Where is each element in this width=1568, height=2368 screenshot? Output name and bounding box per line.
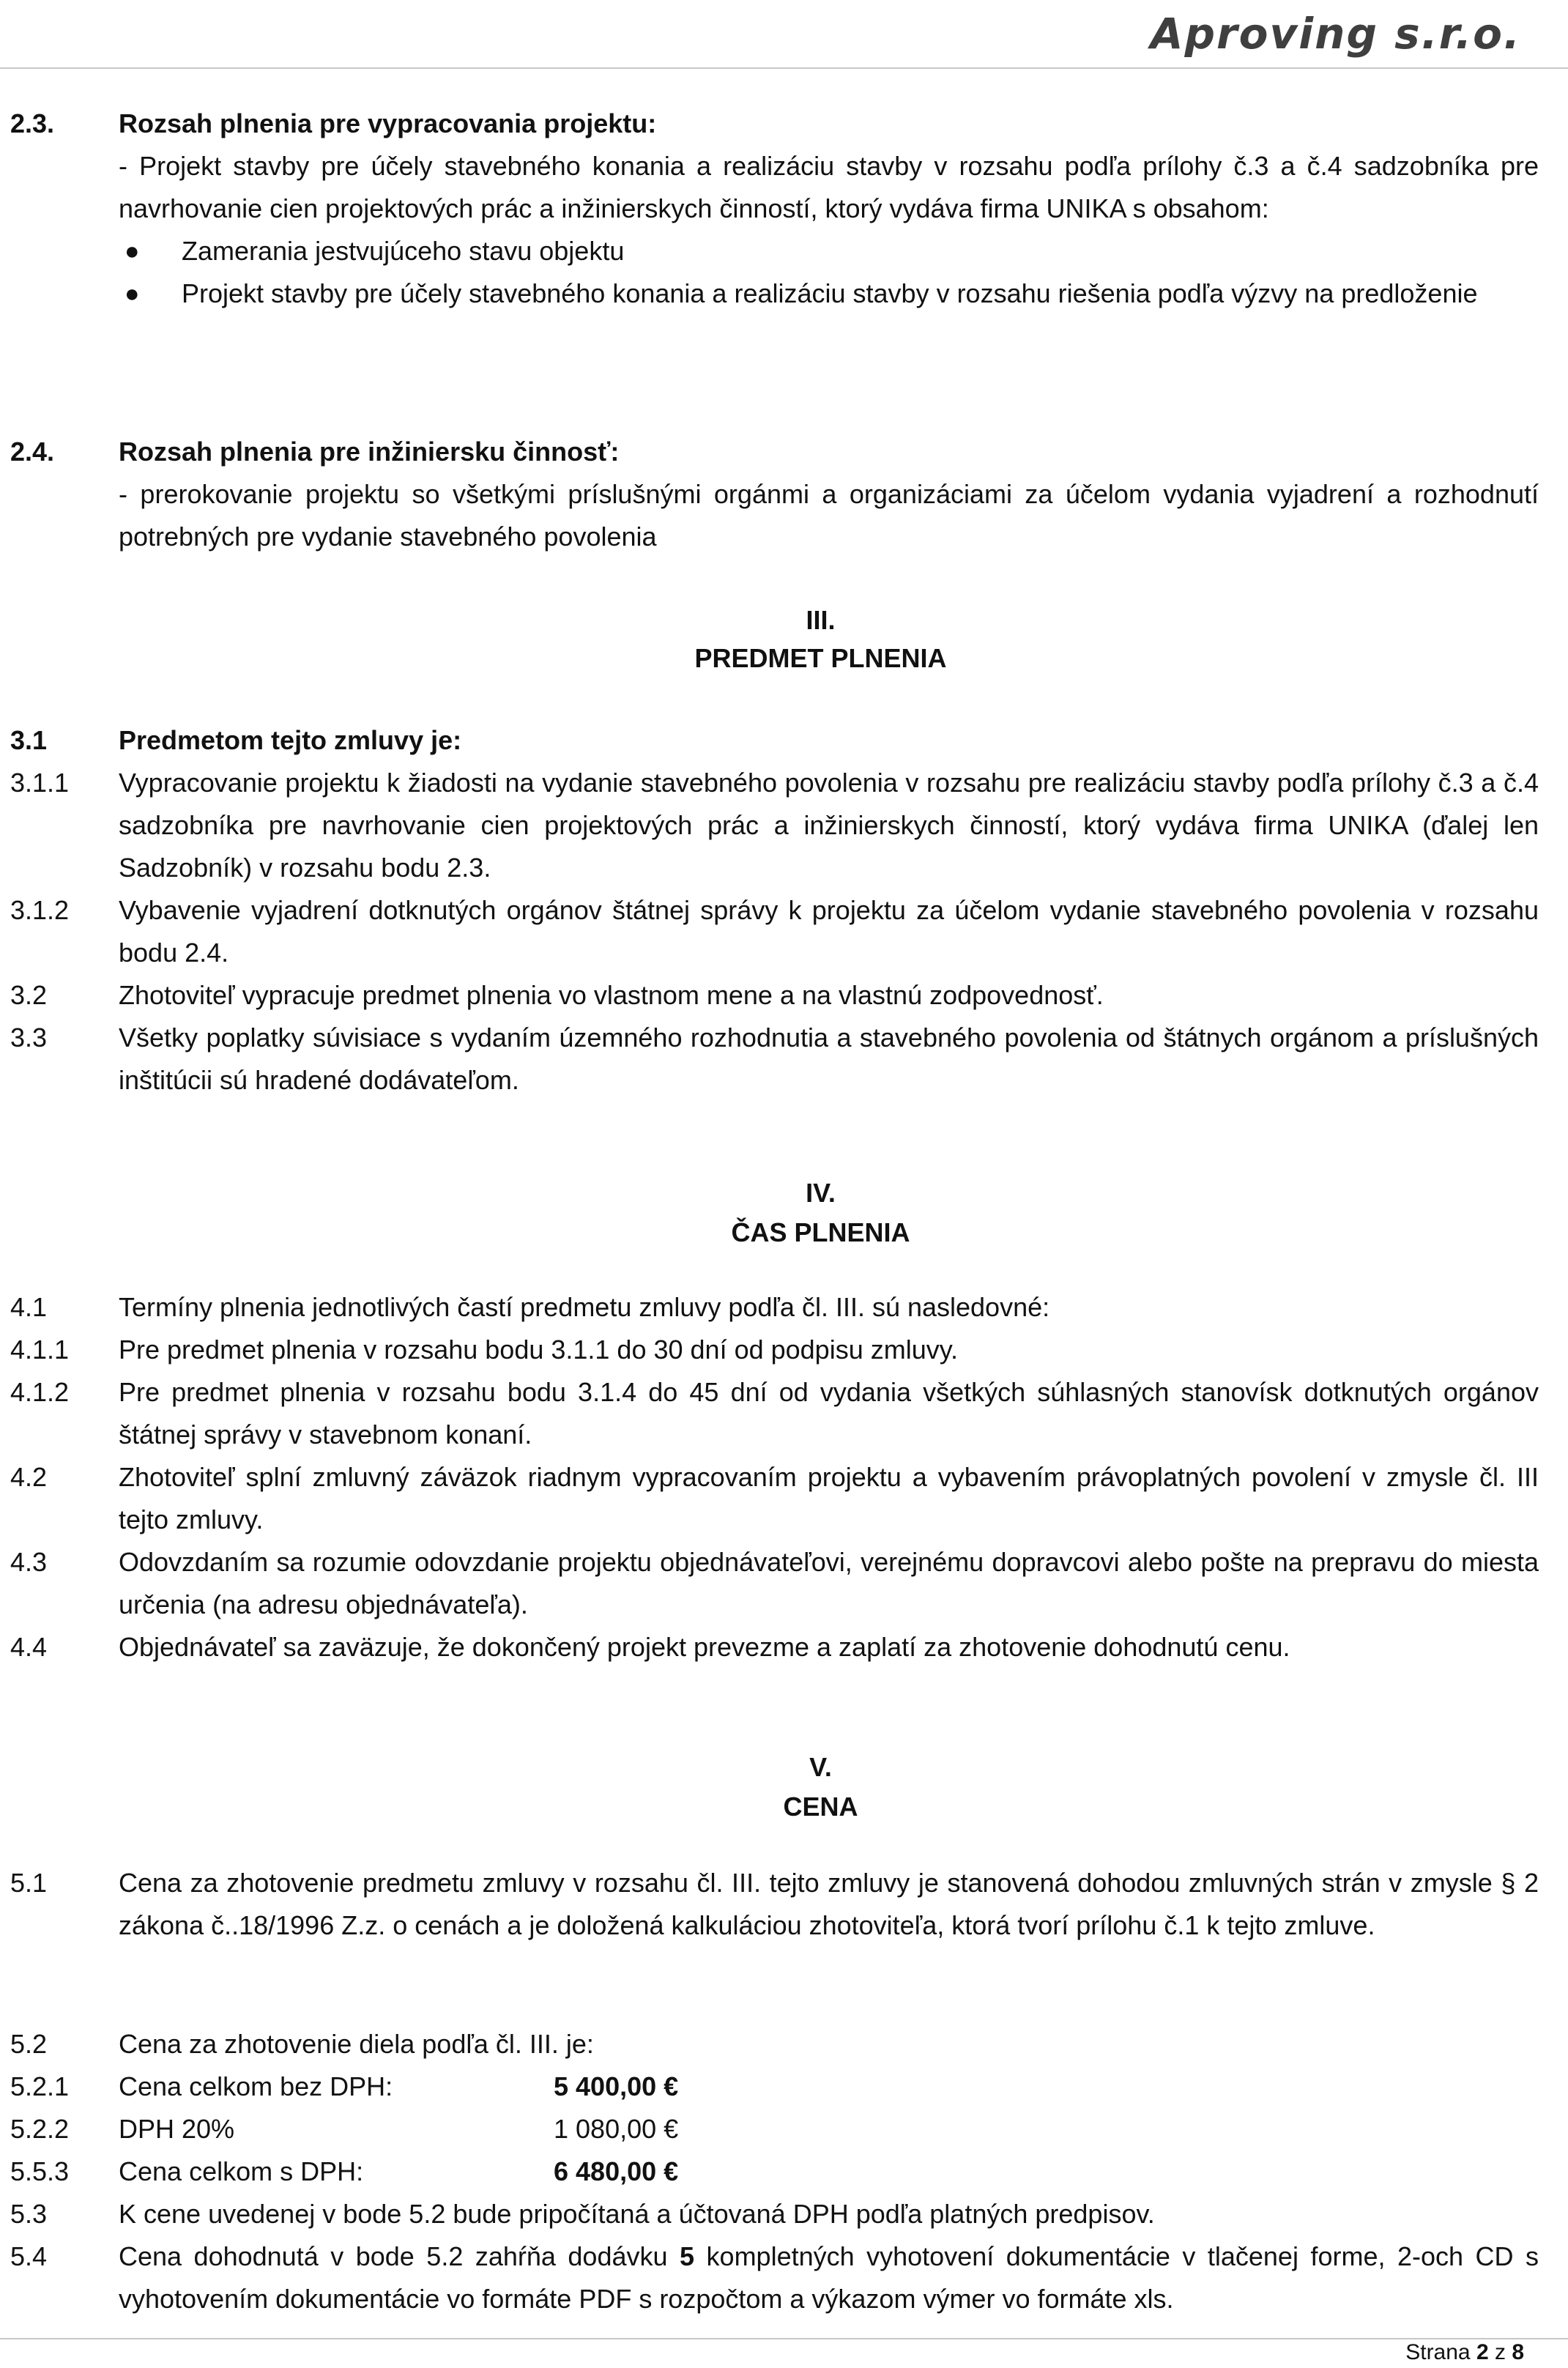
section-title: Rozsah plnenia pre vypracovania projektu:	[119, 108, 657, 138]
paragraph-text: Predmetom tejto zmluvy je:	[119, 725, 462, 755]
paragraph-text: Cena za zhotovenie predmetu zmluvy v rozsahu čl. III. tejto zmluvy je stanovená dohodou zmluvných strán v zmysle § 2 zákona č..18/1996 Z.z. o cenách a je doložená kalkuláciou zhotoviteľa, ktorá tvorí prílohu č.1 k tejto zmluve.	[119, 1868, 1539, 1940]
header-rule	[0, 67, 1568, 69]
price-table: 5.2 Cena za zhotovenie diela podľa čl. III. je: 5.2.1 Cena celkom bez DPH: 5 400,00 € 5.2.2 DPH 20% 1 080,00 € 5.5.3 Cena celkom s DPH: 6 480,00 € 5.3 K cene uvedenej v bode 5.2 bude pripočítaná a účtovaná DPH podľa platných predpisov. 5.4 Cena dohodnutá v bode 5.2 zahŕňa dodávku 5 kompletných vyhotovení dokumentácie v tlačenej forme, 2-och CD s vyhotovením dokumentácie vo formáte PDF s rozpočtom a výkazom výmer vo formáte xls.	[0, 2023, 1568, 2320]
paragraph-text: Pre predmet plnenia v rozsahu bodu 3.1.1 do 30 dní od podpisu zmluvy.	[119, 1335, 959, 1365]
paragraph-text: Odovzdaním sa rozumie odovzdanie projektu objednávateľovi, verejnému dopravcovi alebo pošte na prepravu do miesta určenia (na adresu objednávateľa).	[119, 1547, 1539, 1619]
price-value: 6 480,00 €	[554, 2156, 679, 2186]
company-logo: Aproving s.r.o.	[1150, 9, 1521, 59]
price-label: Cena celkom s DPH:	[119, 2156, 364, 2186]
section-text: - prerokovanie projektu so všetkými príslušnými orgánmi a organizáciami za účelom vydania vyjadrení a rozhodnutí potrebných pre vydanie stavebného povolenia	[119, 479, 1539, 552]
list-item: ● Zamerania jestvujúceho stavu objektu	[0, 230, 1568, 272]
page-number: Strana 2 z 8	[1405, 2340, 1524, 2364]
paragraph-text: Zhotoviteľ vypracuje predmet plnenia vo vlastnom mene a na vlastnú zodpovednosť.	[119, 980, 1104, 1010]
paragraph-text: K cene uvedenej v bode 5.2 bude pripočítaná a účtovaná DPH podľa platných predpisov.	[119, 2199, 1155, 2229]
paragraph-text: Vypracovanie projektu k žiadosti na vydanie stavebného povolenia v rozsahu pre realizáciu stavby podľa prílohy č.3 a č.4 sadzobníka pre navrhovanie cien projektových prác a inžinierskych činností, ktorý vydáva firma UNIKA (ďalej len Sadzobník) v rozsahu bodu 2.3.	[119, 768, 1539, 883]
footer-rule	[0, 2338, 1568, 2339]
section-2-3	[0, 103, 1568, 315]
article-number: III.	[806, 605, 836, 635]
paragraph-text: Zhotoviteľ splní zmluvný záväzok riadnym vypracovaním projektu a vybavením právoplatných povolení v zmysle čl. III tejto zmluvy.	[119, 1462, 1539, 1534]
section-title: Rozsah plnenia pre inžiniersku činnosť:	[119, 437, 620, 467]
price-row: 5.2.1 Cena celkom bez DPH: 5 400,00 €	[0, 2065, 1568, 2108]
paragraph-text: Objednávateľ sa zaväzuje, že dokončený projekt prevezme a zaplatí za zhotovenie dohodnutú cenu.	[119, 1632, 1290, 1662]
paragraph-text: Cena za zhotovenie diela podľa čl. III. je:	[119, 2029, 594, 2059]
article-heading: ČAS PLNENIA	[731, 1217, 910, 1247]
price-value: 5 400,00 €	[554, 2071, 679, 2101]
price-label: DPH 20%	[119, 2114, 235, 2144]
paragraph-text: Vybavenie vyjadrení dotknutých orgánov štátnej správy k projektu za účelom vydanie stavebného povolenia v rozsahu bodu 2.4.	[119, 895, 1539, 968]
list-item: ● Projekt stavby pre účely stavebného konania a realizáciu stavby v rozsahu riešenia podľa výzvy na predloženie	[0, 272, 1568, 315]
price-row: 5.2.2 DPH 20% 1 080,00 €	[0, 2108, 1568, 2150]
section-number: 2.3.	[10, 108, 55, 138]
bullet-icon: ●	[125, 280, 140, 308]
price-row: 5.5.3 Cena celkom s DPH: 6 480,00 €	[0, 2150, 1568, 2193]
paragraph-text: Všetky poplatky súvisiace s vydaním územného rozhodnutia a stavebného povolenia od štátnych orgánom a príslušných inštitúcii sú hradené dodávateľom.	[119, 1022, 1539, 1095]
paragraph-text: Cena dohodnutá v bode 5.2 zahŕňa dodávku 5 kompletných vyhotovení dokumentácie v tlačenej forme, 2-och CD s vyhotovením dokumentácie vo formáte PDF s rozpočtom a výkazom výmer vo formáte xls.	[119, 2241, 1539, 2314]
price-label: Cena celkom bez DPH:	[119, 2071, 393, 2101]
section-number: 2.4.	[10, 437, 55, 467]
paragraph-text: Pre predmet plnenia v rozsahu bodu 3.1.4 do 45 dní od vydania všetkých súhlasných stanovísk dotknutých orgánov štátnej správy v stavebnom konaní.	[119, 1377, 1539, 1450]
article-heading: CENA	[783, 1792, 858, 1822]
article-5-body: 5.1 Cena za zhotovenie predmetu zmluvy v rozsahu čl. III. tejto zmluvy je stanovená dohodou zmluvných strán v zmysle § 2 zákona č..18/1996 Z.z. o cenách a je doložená kalkuláciou zhotoviteľa, ktorá tvorí prílohu č.1 k tejto zmluve.	[10, 1868, 1539, 1940]
price-value: 1 080,00 €	[554, 2114, 679, 2144]
section-text: - Projekt stavby pre účely stavebného konania a realizáciu stavby v rozsahu podľa prílohy č.3 a č.4 sadzobníka pre navrhovanie cien projektových prác a inžinierskych činností, ktorý vydáva firma UNIKA s obsahom:	[119, 151, 1539, 223]
section-2-4	[0, 431, 1568, 558]
article-heading: PREDMET PLNENIA	[694, 643, 947, 673]
article-number: V.	[809, 1752, 832, 1782]
paragraph-text: Termíny plnenia jednotlivých častí predmetu zmluvy podľa čl. III. sú nasledovné:	[119, 1292, 1050, 1322]
bullet-icon: ●	[125, 237, 140, 265]
article-number: IV.	[806, 1178, 836, 1208]
article-3-body: 3.1 Predmetom tejto zmluvy je: 3.1.1 Vypracovanie projektu k žiadosti na vydanie stavebného povolenia v rozsahu pre realizáciu stavby podľa prílohy č.3 a č.4 sadzobníka pre navrhovanie cien projektových prác a inžinierskych činností, ktorý vydáva firma UNIKA (ďalej len Sadzobník) v rozsahu bodu 2.3. 3.1.2 Vybavenie vyjadrení dotknutých orgánov štátnej správy k projektu za účelom vydanie stavebného povolenia v rozsahu bodu 2.4. 3.2 Zhotoviteľ vypracuje predmet plnenia vo vlastnom mene a na vlastnú zodpovednosť. 3.3 Všetky poplatky súvisiace s vydaním územného rozhodnutia a stavebného povolenia od štátnych orgánom a príslušných inštitúcii sú hradené dodávateľom.	[10, 725, 1539, 1095]
article-4-body: 4.1 Termíny plnenia jednotlivých častí predmetu zmluvy podľa čl. III. sú nasledovné: 4.1.1 Pre predmet plnenia v rozsahu bodu 3.1.1 do 30 dní od podpisu zmluvy. 4.1.2 Pre predmet plnenia v rozsahu bodu 3.1.4 do 45 dní od vydania všetkých súhlasných stanovísk dotknutých orgánov štátnej správy v stavebnom konaní. 4.2 Zhotoviteľ splní zmluvný záväzok riadnym vypracovaním projektu a vybavením právoplatných povolení v zmysle čl. III tejto zmluvy. 4.3 Odovzdaním sa rozumie odovzdanie projektu objednávateľovi, verejnému dopravcovi alebo pošte na prepravu do miesta určenia (na adresu objednávateľa). 4.4 Objednávateľ sa zaväzuje, že dokončený projekt prevezme a zaplatí za zhotovenie dohodnutú cenu.	[10, 1292, 1539, 1662]
